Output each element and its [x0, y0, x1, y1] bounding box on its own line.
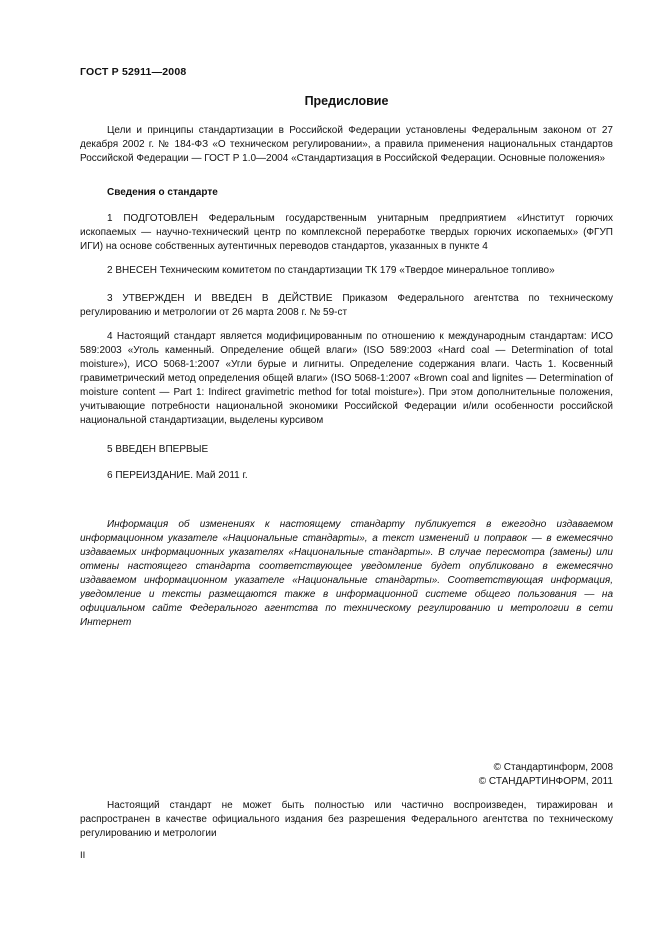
intro-paragraph: Цели и принципы стандартизации в Российской Федерации установлены Федеральным законом от 27 декабря 2002 г. № 184-ФЗ «О техническом регулировании», а правила применения национальных стандартов Российской Федерации — ГОСТ Р 1.0—2004 «Стандартизация в Российской Федерации. Основные положения»	[80, 125, 613, 164]
reproduction-notice: Настоящий стандарт не может быть полностью или частично воспроизведен, тиражирован и распространен в качестве официального издания без разрешения Федерального агентства по техническому регулированию и метрологии	[80, 800, 613, 839]
page-number: II	[80, 850, 86, 861]
copyright-line-2: © СТАНДАРТИНФОРМ, 2011	[478, 776, 613, 787]
item-5-paragraph: 5 ВВЕДЕН ВПЕРВЫЕ	[107, 444, 209, 455]
notice-paragraph: Информация об изменениях к настоящему стандарту публикуется в ежегодно издаваемом информационном указателе «Национальные стандарты», а текст изменений и поправок — в ежемесячно издаваемых информационных указателях «Национальные стандарты». В случае пересмотра (замены) или отмены настоящего стандарта соответствующее уведомление будет опубликовано в ежемесячно издаваемом информационном указателе «Национальные стандарты». Соответствующая информация, уведомление и тексты размещаются также в информационной системе общего пользования — на официальном сайте Федерального агентства по техническому регулированию и метрологии в сети Интернет	[80, 519, 613, 628]
page-title: Предисловие	[304, 94, 389, 108]
copyright-line-1: © Стандартинформ, 2008	[493, 762, 613, 773]
item-1-paragraph: 1 ПОДГОТОВЛЕН Федеральным государственным унитарным предприятием «Институт горючих ископаемых — научно-технический центр по комплексной переработке твердых горючих ископаемых» (ФГУП ИГИ) на основе собственных аутентичных переводов стандартов, указанных в пункте 4	[80, 213, 613, 252]
item-2-paragraph: 2 ВНЕСЕН Техническим комитетом по стандартизации ТК 179 «Твердое минеральное топливо»	[107, 265, 555, 276]
item-3-paragraph: 3 УТВЕРЖДЕН И ВВЕДЕН В ДЕЙСТВИЕ Приказом Федерального агентства по техническому регулированию и метрологии от 26 марта 2008 г. № 59-ст	[80, 293, 613, 318]
item-6-paragraph: 6 ПЕРЕИЗДАНИЕ. Май 2011 г.	[107, 470, 248, 481]
section-subheading: Сведения о стандарте	[107, 187, 218, 198]
document-code: ГОСТ Р 52911—2008	[80, 66, 187, 78]
item-4-paragraph: 4 Настоящий стандарт является модифицированным по отношению к международным стандартам: ИСО 589:2003 «Уголь каменный. Определение общей влаги» (ISO 589:2003 «Hard coal — Determination of total moisture»), ИСО 5068-1:2007 «Угли бурые и лигниты. Определение содержания влаги. Часть 1. Косвенный гравиметрический метод определения общей влаги» (ISO 5068-1:2007 «Brown coal and lignites — Determination of moisture content — Part 1: Indirect gravimetric method for total moisture»). При этом дополнительные положения, учитывающие потребности национальной экономики Российской Федерации и/или особенности российской национальной стандартизации, выделены курсивом	[80, 331, 613, 426]
